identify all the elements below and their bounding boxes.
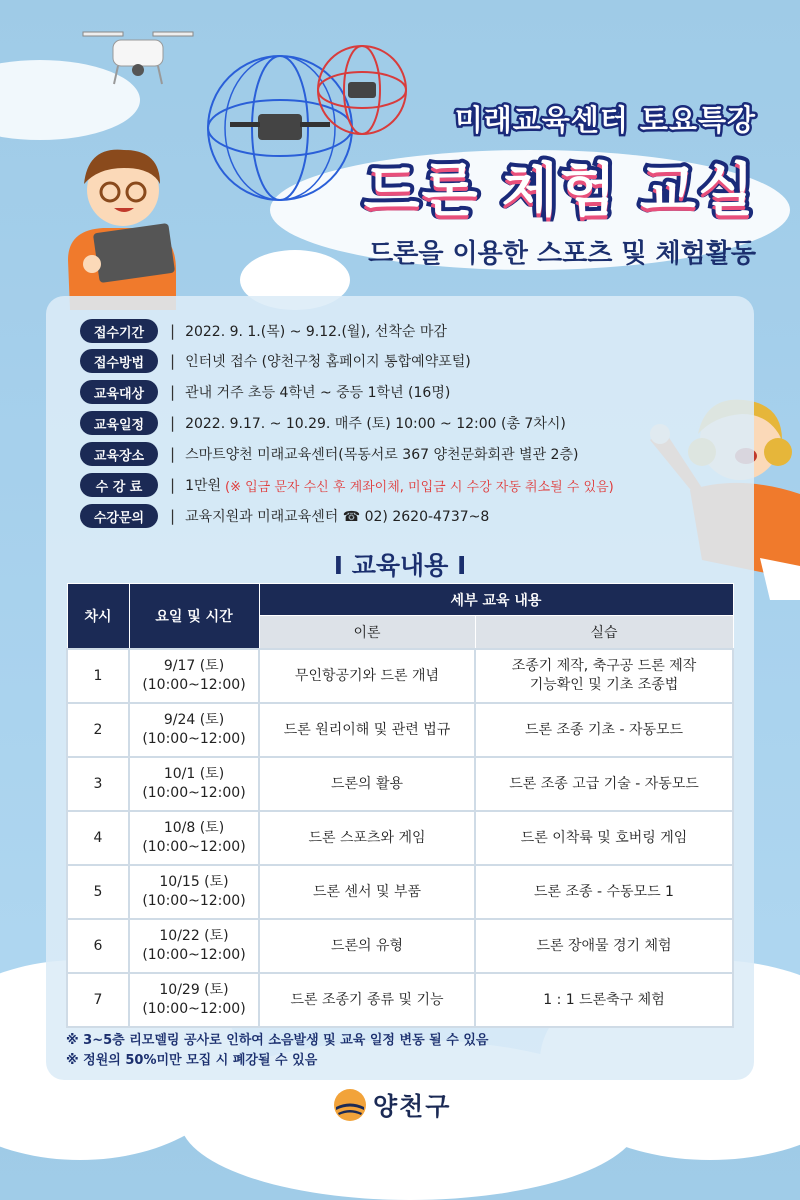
- table-row: [67, 757, 733, 811]
- table-row: [67, 865, 733, 919]
- practice-cell: 조종기 제작, 축구공 드론 제작 기능확인 및 기초 조종법: [475, 649, 733, 703]
- session-date: 10/22 (토): [159, 928, 229, 944]
- event-title: 드론 체험 교실: [363, 156, 756, 224]
- theory-cell: 드론 스포츠와 게임: [259, 811, 475, 865]
- session-datetime: [129, 757, 259, 811]
- header-theory: 이론: [259, 616, 475, 650]
- practice-cell: 드론 조종 고급 기술 - 자동모드: [475, 757, 733, 811]
- info-value: 1만원: [185, 478, 222, 494]
- theory-cell: 드론 조종기 종류 및 기능: [259, 973, 475, 1027]
- info-note: (※ 입금 문자 수신 후 계좌이체, 미입금 시 수강 자동 취소될 수 있음): [225, 479, 614, 495]
- footer-logo: [333, 1087, 451, 1123]
- session-number: 1: [67, 649, 129, 703]
- session-number: 4: [67, 811, 129, 865]
- info-row: [80, 472, 614, 498]
- info-value: 교육지원과 미래교육센터 ☎ 02) 2620-4737~8: [185, 509, 490, 525]
- practice-cell: 드론 조종 - 수동모드 1: [475, 865, 733, 919]
- session-time: (10:00~12:00): [142, 731, 246, 747]
- session-datetime: [129, 865, 259, 919]
- info-label: 접수방법: [80, 349, 158, 373]
- session-datetime: [129, 919, 259, 973]
- boy-with-tablet-illustration: [48, 140, 198, 310]
- session-date: 9/17 (토): [163, 658, 225, 674]
- info-row: [80, 410, 566, 436]
- info-row: [80, 503, 489, 529]
- theory-cell: 드론 센서 및 부품: [259, 865, 475, 919]
- info-value: 2022. 9. 1.(목) ~ 9.12.(월), 선착순 마감: [185, 324, 447, 340]
- note: ※ 정원의 50%미만 모집 시 폐강될 수 있음: [66, 1053, 318, 1068]
- table-row: [67, 811, 733, 865]
- divider: |: [170, 507, 176, 525]
- session-datetime: [129, 811, 259, 865]
- session-date: 10/29 (토): [159, 982, 229, 998]
- curriculum-table: [66, 583, 734, 1028]
- logo-text: 양천구: [373, 1092, 452, 1121]
- divider: |: [170, 445, 176, 463]
- session-time: (10:00~12:00): [142, 785, 246, 801]
- practice-cell: 드론 이착륙 및 호버링 게임: [475, 811, 733, 865]
- session-time: (10:00~12:00): [142, 677, 246, 693]
- session-datetime: [129, 973, 259, 1027]
- table-row: [67, 973, 733, 1027]
- session-number: 6: [67, 919, 129, 973]
- session-time: (10:00~12:00): [142, 839, 246, 855]
- event-description: 드론을 이용한 스포츠 및 체험활동: [368, 239, 756, 269]
- section-title: I 교육내용 I: [333, 551, 467, 580]
- notes: [66, 1031, 488, 1071]
- table-row: [67, 649, 733, 703]
- theory-cell: 드론 원리이해 및 관련 법규: [259, 703, 475, 757]
- title-block: [363, 98, 756, 270]
- practice-cell: 1 : 1 드론축구 체험: [475, 973, 733, 1027]
- session-number: 3: [67, 757, 129, 811]
- session-time: (10:00~12:00): [142, 893, 246, 909]
- session-number: 7: [67, 973, 129, 1027]
- info-row: [80, 348, 471, 374]
- session-date: 10/15 (토): [159, 874, 229, 890]
- divider: |: [170, 476, 176, 494]
- info-label: 수 강 료: [80, 473, 158, 497]
- session-number: 2: [67, 703, 129, 757]
- info-row: [80, 318, 447, 344]
- event-subtitle: 미래교육센터 토요특강: [454, 103, 756, 137]
- info-value: 스마트양천 미래교육센터(목동서로 367 양천문화회관 별관 2층): [185, 447, 579, 463]
- header-datetime: 요일 및 시간: [129, 584, 259, 650]
- session-datetime: [129, 649, 259, 703]
- yangcheon-logo-icon: [333, 1088, 367, 1122]
- header-session: 차시: [67, 584, 129, 650]
- divider: |: [170, 322, 176, 340]
- theory-cell: 드론의 유형: [259, 919, 475, 973]
- info-label: 교육장소: [80, 442, 158, 466]
- info-label: 교육대상: [80, 380, 158, 404]
- header-practice: 실습: [475, 616, 733, 650]
- divider: |: [170, 352, 176, 370]
- info-value: 2022. 9.17. ~ 10.29. 매주 (토) 10:00 ~ 12:00 (총 7차시): [185, 416, 566, 432]
- session-datetime: [129, 703, 259, 757]
- theory-cell: 드론의 활용: [259, 757, 475, 811]
- info-label: 접수기간: [80, 319, 158, 343]
- table-row: [67, 919, 733, 973]
- note: ※ 3~5층 리모델링 공사로 인하여 소음발생 및 교육 일정 변동 될 수 있음: [66, 1033, 489, 1048]
- practice-cell: 드론 장애물 경기 체험: [475, 919, 733, 973]
- session-number: 5: [67, 865, 129, 919]
- table-row: [67, 703, 733, 757]
- info-value: 관내 거주 초등 4학년 ~ 중등 1학년 (16명): [185, 385, 451, 401]
- info-label: 수강문의: [80, 504, 158, 528]
- header-detail: 세부 교육 내용: [259, 584, 733, 616]
- info-row: [80, 379, 450, 405]
- info-row: [80, 441, 578, 467]
- session-time: (10:00~12:00): [142, 1001, 246, 1017]
- session-date: 9/24 (토): [163, 712, 225, 728]
- session-date: 10/8 (토): [163, 820, 225, 836]
- info-label: 교육일정: [80, 411, 158, 435]
- session-date: 10/1 (토): [163, 766, 225, 782]
- session-time: (10:00~12:00): [142, 947, 246, 963]
- theory-cell: 무인항공기와 드론 개념: [259, 649, 475, 703]
- practice-cell: 드론 조종 기초 - 자동모드: [475, 703, 733, 757]
- drone-illustration: [78, 18, 198, 88]
- divider: |: [170, 383, 176, 401]
- divider: |: [170, 414, 176, 432]
- info-value: 인터넷 접수 (양천구청 홈페이지 통합예약포털): [185, 354, 471, 370]
